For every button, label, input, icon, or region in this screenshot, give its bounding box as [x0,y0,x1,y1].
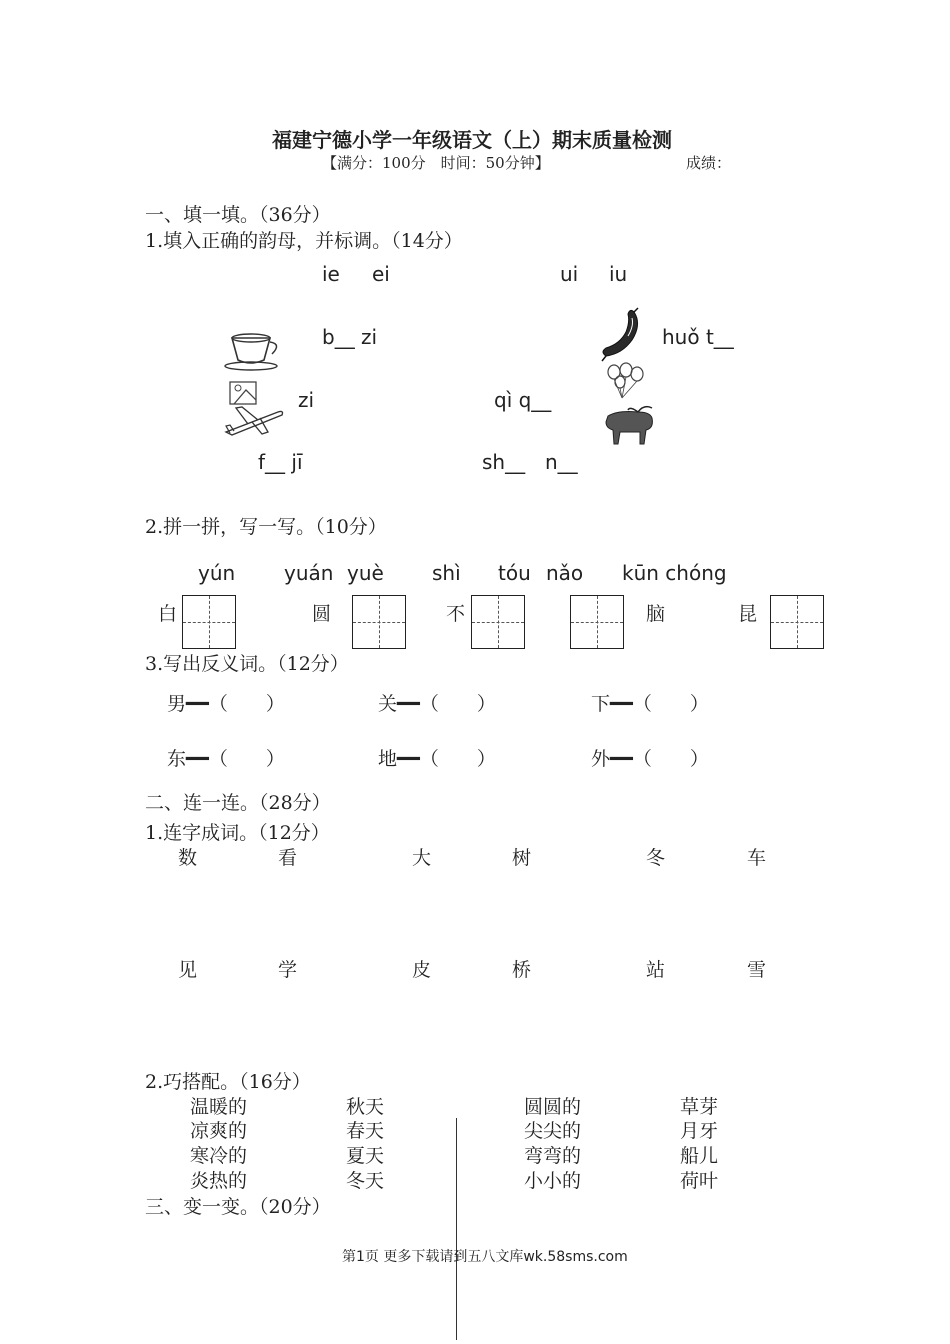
pinyin-yue: yuè [347,561,384,585]
antonym-wai: 外━━（ ） [591,748,709,770]
writing-box[interactable] [471,595,525,649]
match-left-noun[interactable]: 冬天 [346,1170,385,1192]
q1-heading: 1.填入正确的韵母，并标调。（14分） [145,230,463,252]
writing-box[interactable] [352,595,406,649]
antonym-xia: 下━━（ ） [591,693,709,715]
match-left-noun[interactable]: 春天 [346,1120,385,1142]
pinyin-yun: yún [198,561,236,585]
q2-heading: 2.拼一拼，写一写。（10分） [145,516,387,538]
pinyin-tou: tóu [498,561,531,585]
pinyin-shi: shì [432,561,461,585]
item-qi-qiu: qì q__ [494,388,552,412]
connect-top-char[interactable]: 大 [412,847,432,869]
match-right-noun[interactable]: 船儿 [680,1145,719,1167]
balloons-icon [602,362,650,402]
antonym-guan: 关━━（ ） [378,693,496,715]
sausage-icon [598,306,646,362]
connect-bottom-char[interactable]: 皮 [412,959,432,981]
connect-top-char[interactable]: 冬 [646,847,666,869]
char-yuan: 圆 [312,603,332,625]
section-3-heading: 三、变一变。（20分） [145,1196,331,1218]
connect-top-char[interactable]: 车 [747,847,767,869]
connect-bottom-char[interactable]: 站 [646,959,666,981]
char-nao: 脑 [646,603,666,625]
section-1-heading: 一、填一填。（36分） [145,204,331,226]
option-ei: ei [372,262,390,286]
page-title: 福建宁德小学一年级语文（上）期末质量检测 [272,128,672,152]
section-2-heading: 二、连一连。（28分） [145,792,331,814]
item-shui: sh__ [482,450,526,474]
pinyin-kun-chong: kūn chóng [622,561,727,585]
item-bei-zi: b__ zi [322,325,378,349]
option-ie: ie [322,262,340,286]
connect-heading: 1.连字成词。（12分） [145,822,330,844]
match-right-noun[interactable]: 荷叶 [680,1170,719,1192]
char-bu: 不 [446,603,466,625]
q3-heading: 3.写出反义词。（12分） [145,653,349,675]
antonym-nan: 男━━（ ） [167,693,285,715]
match-right-adj[interactable]: 尖尖的 [524,1120,582,1142]
option-iu: iu [609,262,628,286]
connect-top-char[interactable]: 树 [512,847,532,869]
match-right-adj[interactable]: 圆圆的 [524,1096,582,1118]
match-left-adj[interactable]: 温暖的 [190,1096,248,1118]
item-niu: n__ [545,450,578,474]
item-fei-ji: f__ jī [258,450,303,474]
match-right-noun[interactable]: 月牙 [680,1120,719,1142]
match-right-adj[interactable]: 弯弯的 [524,1145,582,1167]
cup-icon [224,330,286,372]
page-footer: 第1页 更多下载请到五八文库wk.58sms.com [342,1249,628,1265]
match-left-adj[interactable]: 寒冷的 [190,1145,248,1167]
writing-box[interactable] [570,595,624,649]
item-huo-tui: huǒ t__ [662,325,734,349]
pinyin-yuan: yuán [284,561,334,585]
score-label: 成绩： [686,154,732,172]
match-left-noun[interactable]: 夏天 [346,1145,385,1167]
match-left-adj[interactable]: 炎热的 [190,1170,248,1192]
connect-bottom-char[interactable]: 桥 [512,959,532,981]
option-ui: ui [560,262,579,286]
match-heading: 2.巧搭配。（16分） [145,1071,311,1093]
exam-meta: 【满分：100分 时间：50分钟】 [322,154,550,172]
connect-top-char[interactable]: 看 [278,847,298,869]
char-bai: 白 [158,603,178,625]
char-kun: 昆 [738,603,758,625]
antonym-dong: 东━━（ ） [167,748,285,770]
writing-box[interactable] [182,595,236,649]
item-zi: zi [298,388,315,412]
connect-bottom-char[interactable]: 雪 [747,959,767,981]
match-left-noun[interactable]: 秋天 [346,1096,385,1118]
connect-bottom-char[interactable]: 学 [278,959,298,981]
column-divider [456,1118,457,1340]
connect-bottom-char[interactable]: 见 [178,959,198,981]
writing-box[interactable] [770,595,824,649]
match-left-adj[interactable]: 凉爽的 [190,1120,248,1142]
match-right-noun[interactable]: 草芽 [680,1096,719,1118]
connect-top-char[interactable]: 数 [178,847,198,869]
airplane-icon [222,402,286,438]
ox-icon [598,402,658,448]
pinyin-nao: nǎo [546,561,584,585]
antonym-di: 地━━（ ） [378,748,496,770]
match-right-adj[interactable]: 小小的 [524,1170,582,1192]
